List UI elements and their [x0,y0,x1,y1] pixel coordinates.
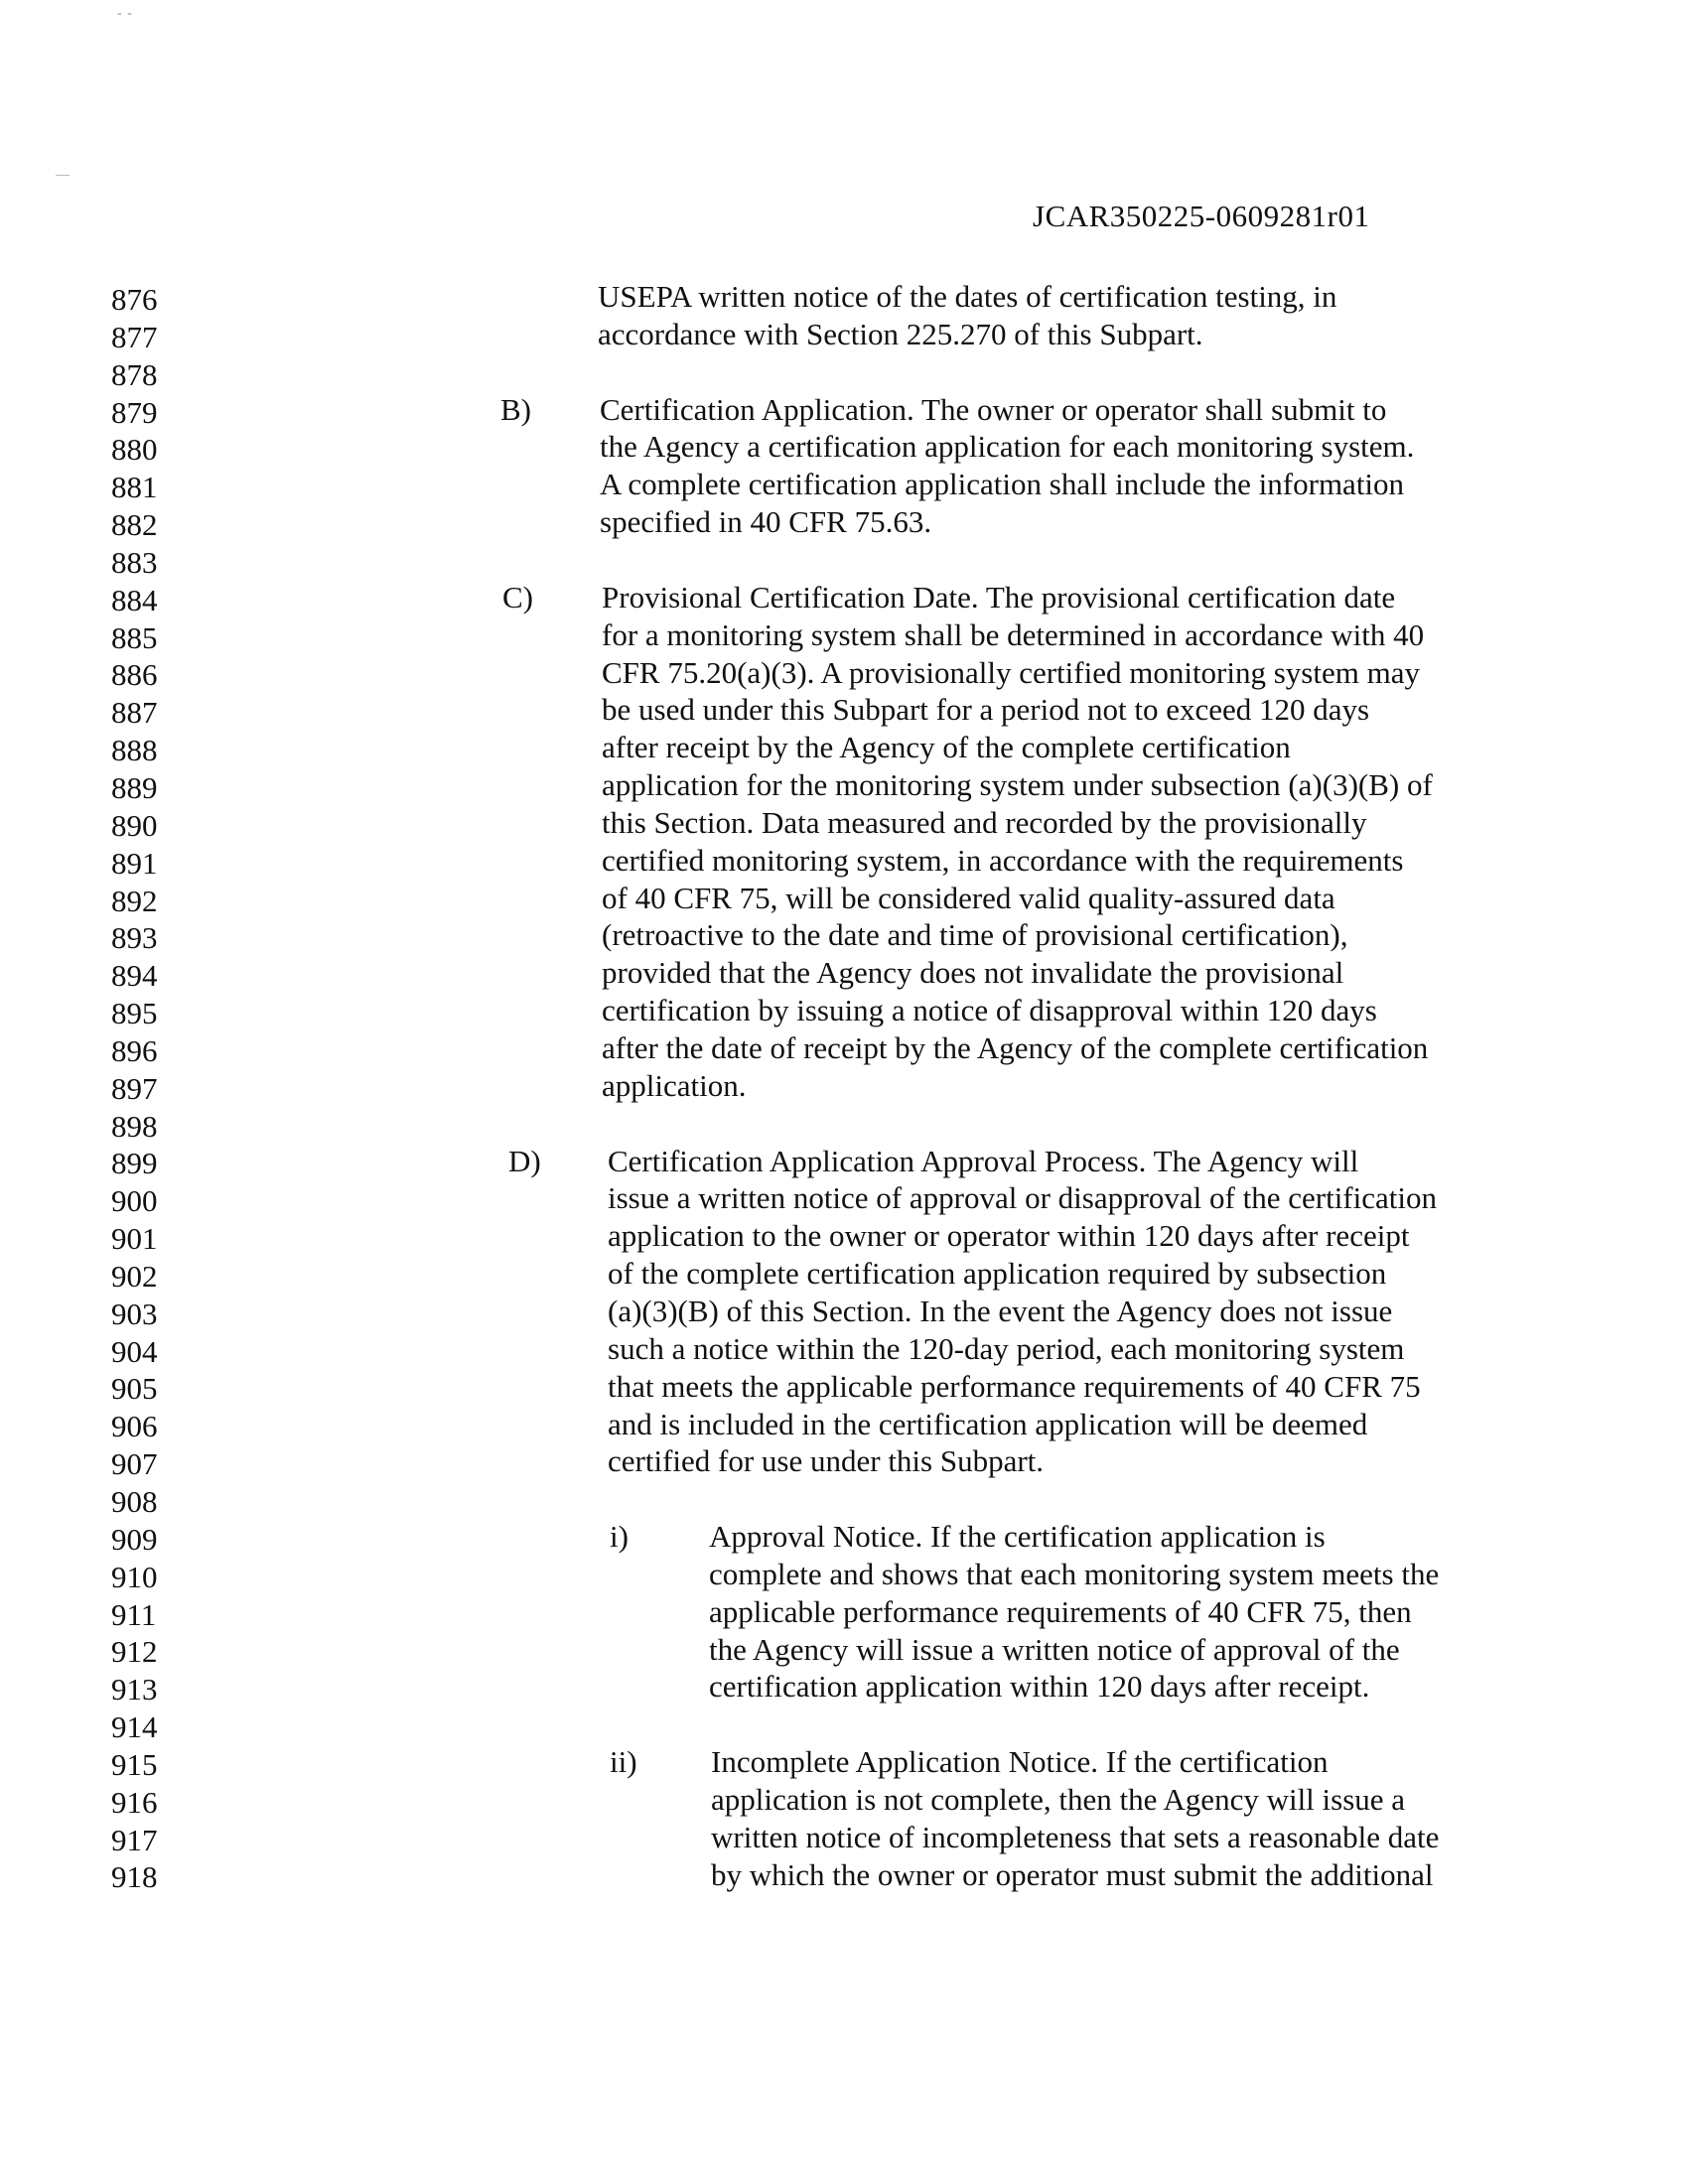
line-number: 894 [111,958,158,994]
line-number: 903 [111,1296,158,1331]
line-number: 905 [111,1371,158,1407]
line-number: 896 [111,1032,158,1068]
paragraph-line: of 40 CFR 75, will be considered valid quality-assured data [602,880,1335,915]
line-number: 878 [111,356,158,392]
paragraph-line: application. [602,1067,747,1103]
paragraph-line: be used under this Subpart for a period not to exceed 120 days [602,692,1370,728]
line-number: 904 [111,1333,158,1369]
paragraph-line: Approval Notice. If the certification application is [709,1519,1326,1555]
paragraph-line: written notice of incompleteness that sets a reasonable date [711,1819,1440,1854]
line-number: 909 [111,1521,158,1557]
paragraph-line: the Agency will issue a written notice of approval of the [709,1631,1400,1667]
line-number: 893 [111,920,158,956]
paragraph-marker: B) [500,391,531,427]
paragraph-line: CFR 75.20(a)(3). A provisionally certified monitoring system may [602,654,1420,690]
paragraph-line: and is included in the certification application will be deemed [608,1406,1368,1441]
paragraph-line: issue a written notice of approval or disapproval of the certification [608,1180,1437,1216]
paragraph-line: for a monitoring system shall be determined in accordance with 40 [602,616,1425,652]
line-number: 884 [111,582,158,617]
paragraph-line: A complete certification application shall include the information [600,467,1405,502]
line-number: 880 [111,432,158,468]
paragraph-line: Certification Application. The owner or operator shall submit to [600,391,1387,427]
line-number: 906 [111,1409,158,1444]
line-number: 877 [111,319,158,354]
line-number: 914 [111,1709,158,1745]
paragraph-line: (a)(3)(B) of this Section. In the event the Agency does not issue [608,1293,1393,1328]
paragraph-line: by which the owner or operator must submit the additional [711,1856,1434,1892]
paragraph-marker: i) [610,1519,629,1555]
paragraph-line: after receipt by the Agency of the complete certification [602,730,1291,765]
document-id: JCAR350225-0609281r01 [1033,199,1370,233]
line-number: 881 [111,470,158,505]
paragraph-line: such a notice within the 120-day period, each monitoring system [608,1330,1405,1366]
paragraph-line: Incomplete Application Notice. If the certification [711,1744,1329,1780]
paragraph-line: certification by issuing a notice of disapproval within 120 days [602,993,1377,1028]
line-number: 895 [111,996,158,1031]
line-number: 915 [111,1746,158,1782]
paragraph-line: of the complete certification application required by subsection [608,1256,1387,1292]
paragraph-line: application to the owner or operator within 120 days after receipt [608,1218,1410,1254]
line-number: 887 [111,695,158,731]
paragraph-line: specified in 40 CFR 75.63. [600,504,932,540]
paragraph-line: complete and shows that each monitoring system meets the [709,1556,1440,1591]
scan-speck [56,175,70,176]
line-number: 900 [111,1183,158,1219]
line-number: 883 [111,544,158,580]
paragraph-marker: ii) [610,1744,637,1780]
line-number: 885 [111,619,158,655]
paragraph-line: accordance with Section 225.270 of this Subpart. [598,316,1203,351]
paragraph-line: application for the monitoring system under subsection (a)(3)(B) of [602,767,1433,803]
line-number: 910 [111,1559,158,1594]
paragraph-line: the Agency a certification application for each monitoring system. [600,429,1415,465]
line-number: 907 [111,1446,158,1482]
paragraph-line: (retroactive to the date and time of provisional certification), [602,917,1348,953]
line-number: 882 [111,507,158,543]
line-number: 911 [111,1596,157,1632]
line-number: 916 [111,1784,158,1820]
line-number: 908 [111,1484,158,1519]
line-number: 913 [111,1672,158,1707]
line-number: 892 [111,883,158,918]
line-number: 912 [111,1634,158,1670]
paragraph-line: application is not complete, then the Agency will issue a [711,1782,1406,1817]
paragraph-line: this Section. Data measured and recorded by the provisionally [602,804,1367,840]
line-number-column [111,281,220,1896]
line-number: 889 [111,769,158,805]
line-number: 901 [111,1221,158,1257]
line-number: 879 [111,394,158,430]
paragraph-line: Provisional Certification Date. The provisional certification date [602,579,1396,614]
line-number: 902 [111,1258,158,1294]
paragraph-line: provided that the Agency does not invalidate the provisional [602,955,1344,991]
paragraph-line: Certification Application Approval Process. The Agency will [608,1143,1359,1178]
line-number: 890 [111,807,158,843]
line-number: 897 [111,1070,158,1106]
paragraph-line: USEPA written notice of the dates of certification testing, in [598,279,1337,314]
paragraph-line: after the date of receipt by the Agency of the complete certification [602,1030,1429,1065]
paragraph-line: that meets the applicable performance requirements of 40 CFR 75 [608,1368,1421,1404]
paragraph-marker: D) [508,1143,541,1178]
line-number: 888 [111,733,158,768]
line-number: 917 [111,1822,158,1857]
line-number: 918 [111,1859,158,1895]
paragraph-marker: C) [502,579,533,614]
scan-corner-mark: - - [117,6,133,21]
line-number: 891 [111,845,158,881]
line-number: 898 [111,1108,158,1144]
line-number: 899 [111,1146,158,1181]
paragraph-line: certified for use under this Subpart. [608,1443,1045,1479]
line-number: 876 [111,282,158,317]
paragraph-line: certified monitoring system, in accordance with the requirements [602,842,1404,878]
line-number: 886 [111,657,158,693]
paragraph-line: certification application within 120 days after receipt. [709,1669,1370,1705]
paragraph-line: applicable performance requirements of 40 CFR 75, then [709,1593,1412,1629]
